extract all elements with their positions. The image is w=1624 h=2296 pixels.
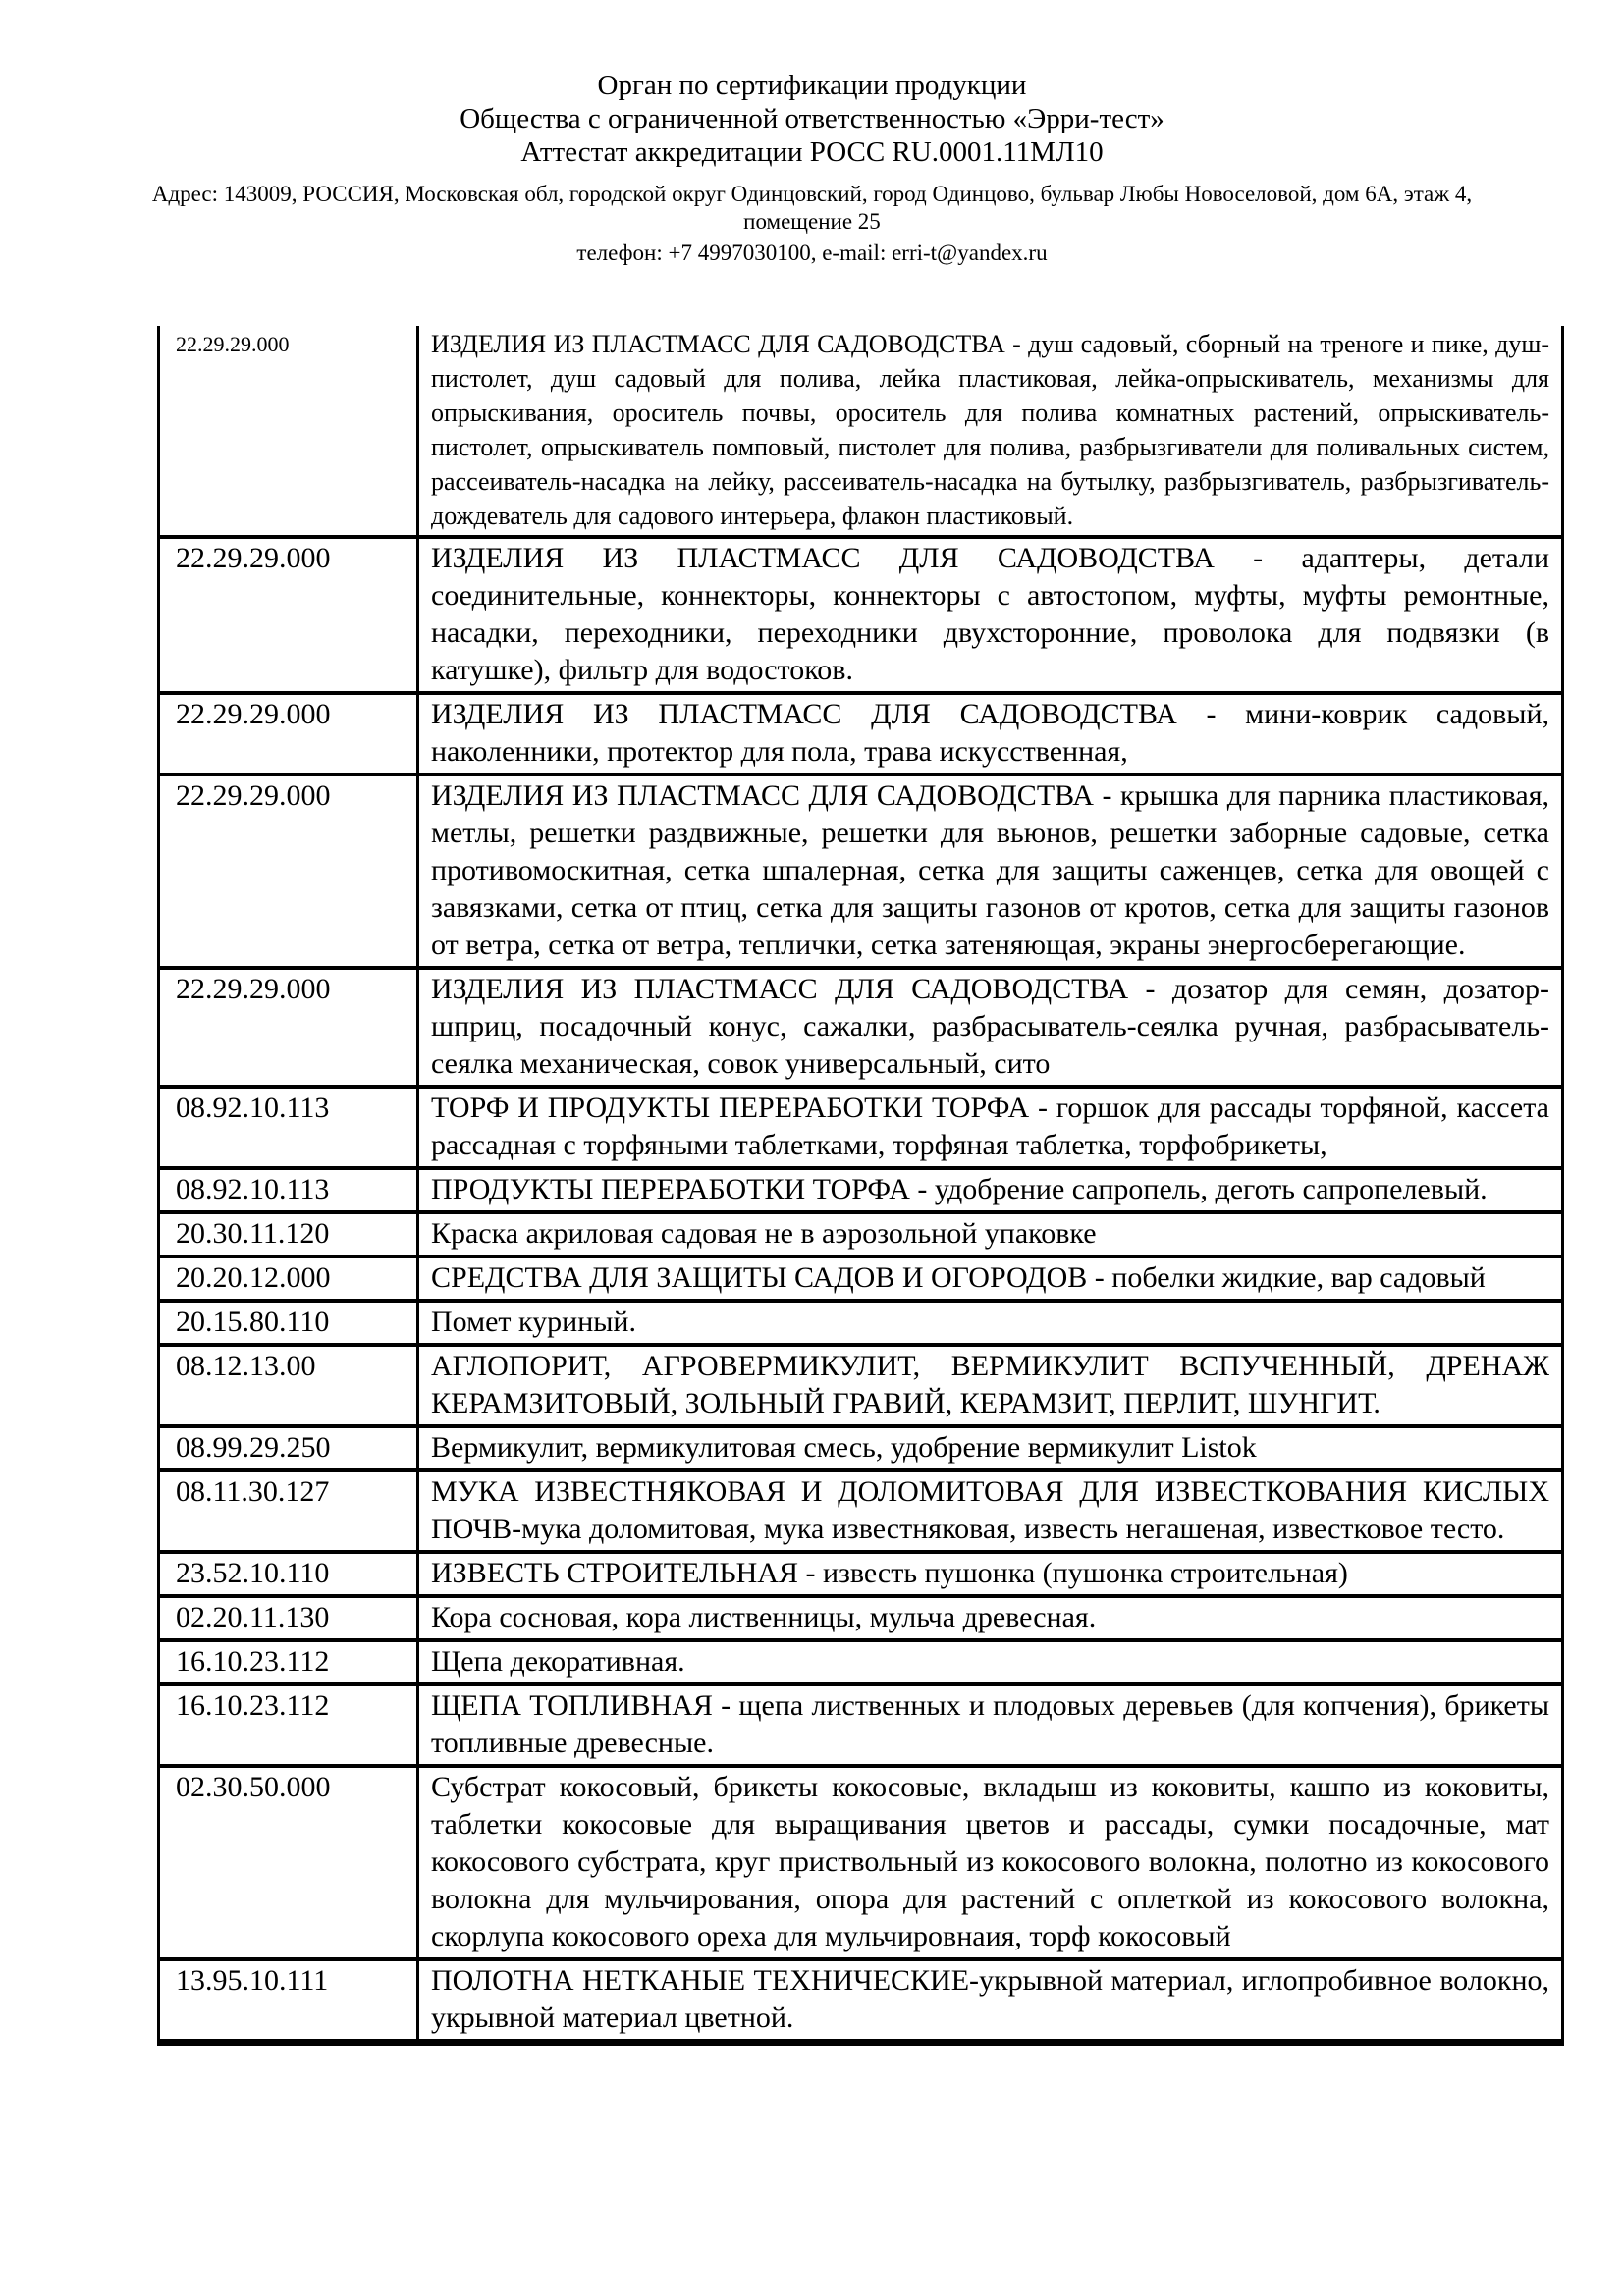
product-code-cell: 08.99.29.250	[159, 1426, 418, 1470]
product-code-cell: 02.20.11.130	[159, 1596, 418, 1640]
product-description-cell: Вермикулит, вермикулитовая смесь, удобрение вермикулит Listok	[418, 1426, 1563, 1470]
product-code-cell: 20.20.12.000	[159, 1256, 418, 1301]
product-code-cell: 08.92.10.113	[159, 1168, 418, 1212]
product-description-cell: ИЗВЕСТЬ СТРОИТЕЛЬНАЯ - известь пушонка (пушонка строительная)	[418, 1552, 1563, 1596]
table-row	[159, 1766, 1563, 1959]
product-description-cell: Краска акриловая садовая не в аэрозольной упаковке	[418, 1212, 1563, 1256]
table-row	[159, 326, 1563, 537]
product-code-cell: 22.29.29.000	[159, 774, 418, 968]
table-row	[159, 1959, 1563, 2043]
org-title-line1: Орган по сертификации продукции	[597, 70, 1027, 101]
product-description-cell: Помет куриный.	[418, 1301, 1563, 1345]
table-row	[159, 1426, 1563, 1470]
table-row	[159, 968, 1563, 1087]
table-row	[159, 1470, 1563, 1552]
product-description-cell: ИЗДЕЛИЯ ИЗ ПЛАСТМАСС ДЛЯ САДОВОДСТВА - дозатор для семян, дозатор-шприц, посадочный конус, сажалки, разбрасыватель-сеялка ручная, разбрасыватель-сеялка механическая, совок универсальный, сито	[418, 968, 1563, 1087]
product-description-cell: ЩЕПА ТОПЛИВНАЯ - щепа лиственных и плодовых деревьев (для копчения), брикеты топливные древесные.	[418, 1684, 1563, 1766]
contact-line: телефон: +7 4997030100, e-mail: erri-t@yandex.ru	[576, 240, 1048, 265]
table-row	[159, 1552, 1563, 1596]
product-description-cell: ПОЛОТНА НЕТКАНЫЕ ТЕХНИЧЕСКИЕ-укрывной материал, иглопробивное волокно, укрывной материал цветной.	[418, 1959, 1563, 2043]
table-row	[159, 1256, 1563, 1301]
product-code-cell: 22.29.29.000	[159, 693, 418, 774]
product-description-cell: ПРОДУКТЫ ПЕРЕРАБОТКИ ТОРФА - удобрение сапропель, деготь сапропелевый.	[418, 1168, 1563, 1212]
table-row	[159, 1212, 1563, 1256]
product-description-cell: СРЕДСТВА ДЛЯ ЗАЩИТЫ САДОВ И ОГОРОДОВ - побелки жидкие, вар садовый	[418, 1256, 1563, 1301]
products-table	[157, 326, 1564, 2046]
table-row	[159, 1640, 1563, 1684]
product-description-cell: ИЗДЕЛИЯ ИЗ ПЛАСТМАСС ДЛЯ САДОВОДСТВА - адаптеры, детали соединительные, коннекторы, коннекторы с автостопом, муфты, муфты ремонтные, насадки, переходники, переходники двухсторонние, проволока для подвязки (в катушке), фильтр для водостоков.	[418, 537, 1563, 693]
product-description-cell: ИЗДЕЛИЯ ИЗ ПЛАСТМАСС ДЛЯ САДОВОДСТВА - крышка для парника пластиковая, метлы, решетки раздвижные, решетки для вьюнов, решетки заборные садовые, сетка противомоскитная, сетка шпалерная, сетка для защиты саженцев, сетка для овощей с завязками, сетка от птиц, сетка для защиты газонов от кротов, сетка для защиты газонов от ветра, сетка от ветра, теплички, сетка затеняющая, экраны энергосберегающие.	[418, 774, 1563, 968]
products-table-body	[159, 326, 1563, 2043]
table-row	[159, 774, 1563, 968]
table-row	[159, 1087, 1563, 1168]
product-code-cell: 23.52.10.110	[159, 1552, 418, 1596]
product-code-cell: 22.29.29.000	[159, 326, 418, 537]
product-description-cell: АГЛОПОРИТ, АГРОВЕРМИКУЛИТ, ВЕРМИКУЛИТ ВСПУЧЕННЫЙ, ДРЕНАЖ КЕРАМЗИТОВЫЙ, ЗОЛЬНЫЙ ГРАВИЙ, КЕРАМЗИТ, ПЕРЛИТ, ШУНГИТ.	[418, 1345, 1563, 1426]
table-row	[159, 1596, 1563, 1640]
product-code-cell: 16.10.23.112	[159, 1684, 418, 1766]
table-row	[159, 1684, 1563, 1766]
product-code-cell: 08.92.10.113	[159, 1087, 418, 1168]
product-description-cell: Субстрат кокосовый, брикеты кокосовые, вкладыш из коковиты, кашпо из коковиты, таблетки кокосовые для выращивания цветов и рассады, сумки посадочные, мат кокосового субстрата, круг приствольный из кокосового волокна, полотно из кокосового волокна для мульчирования, опора для растений с оплеткой из кокосового волокна, скорлупа кокосового ореха для мульчировнаия, торф кокосовый	[418, 1766, 1563, 1959]
product-description-cell: Щепа декоративная.	[418, 1640, 1563, 1684]
product-code-cell: 13.95.10.111	[159, 1959, 418, 2043]
product-code-cell: 20.30.11.120	[159, 1212, 418, 1256]
product-description-cell: ТОРФ И ПРОДУКТЫ ПЕРЕРАБОТКИ ТОРФА - горшок для рассады торфяной, кассета рассадная с торфяными таблетками, торфяная таблетка, торфобрикеты,	[418, 1087, 1563, 1168]
table-row	[159, 537, 1563, 693]
document-header	[0, 0, 1624, 267]
product-code-cell: 02.30.50.000	[159, 1766, 418, 1959]
product-description-cell: ИЗДЕЛИЯ ИЗ ПЛАСТМАСС ДЛЯ САДОВОДСТВА - мини-коврик садовый, наколенники, протектор для пола, трава искусственная,	[418, 693, 1563, 774]
table-row	[159, 1168, 1563, 1212]
address-line: Адрес: 143009, РОССИЯ, Московская обл, городской округ Одинцовский, город Одинцово, бульвар Любы Новоселовой, дом 6А, этаж 4, помещение 25	[151, 182, 1473, 234]
product-description-cell: Кора сосновая, кора лиственницы, мульча древесная.	[418, 1596, 1563, 1640]
table-row	[159, 1301, 1563, 1345]
product-code-cell: 08.11.30.127	[159, 1470, 418, 1552]
product-description-cell: МУКА ИЗВЕСТНЯКОВАЯ И ДОЛОМИТОВАЯ ДЛЯ ИЗВЕСТКОВАНИЯ КИСЛЫХ ПОЧВ-мука доломитовая, мука известняковая, известь негашеная, известковое тесто.	[418, 1470, 1563, 1552]
product-description-cell: ИЗДЕЛИЯ ИЗ ПЛАСТМАСС ДЛЯ САДОВОДСТВА - душ садовый, сборный на треноге и пике, душ-пистолет, душ садовый для полива, лейка пластиковая, лейка-опрыскиватель, механизмы для опрыскивания, ороситель почвы, ороситель для полива комнатных растений, опрыскиватель-пистолет, опрыскиватель помповый, пистолет для полива, разбрызгиватели для поливальных систем, рассеиватель-насадка на лейку, рассеиватель-насадка на бутылку, разбрызгиватель, разбрызгиватель-дождеватель для садового интерьера, флакон пластиковый.	[418, 326, 1563, 537]
product-code-cell: 22.29.29.000	[159, 537, 418, 693]
product-code-cell: 22.29.29.000	[159, 968, 418, 1087]
table-row	[159, 693, 1563, 774]
accreditation-line: Аттестат аккредитации РОСС RU.0001.11МЛ10	[520, 136, 1104, 168]
product-code-cell: 20.15.80.110	[159, 1301, 418, 1345]
table-row	[159, 1345, 1563, 1426]
product-code-cell: 16.10.23.112	[159, 1640, 418, 1684]
org-title-line2: Общества с ограниченной ответственностью «Эрри-тест»	[460, 103, 1164, 134]
product-code-cell: 08.12.13.00	[159, 1345, 418, 1426]
